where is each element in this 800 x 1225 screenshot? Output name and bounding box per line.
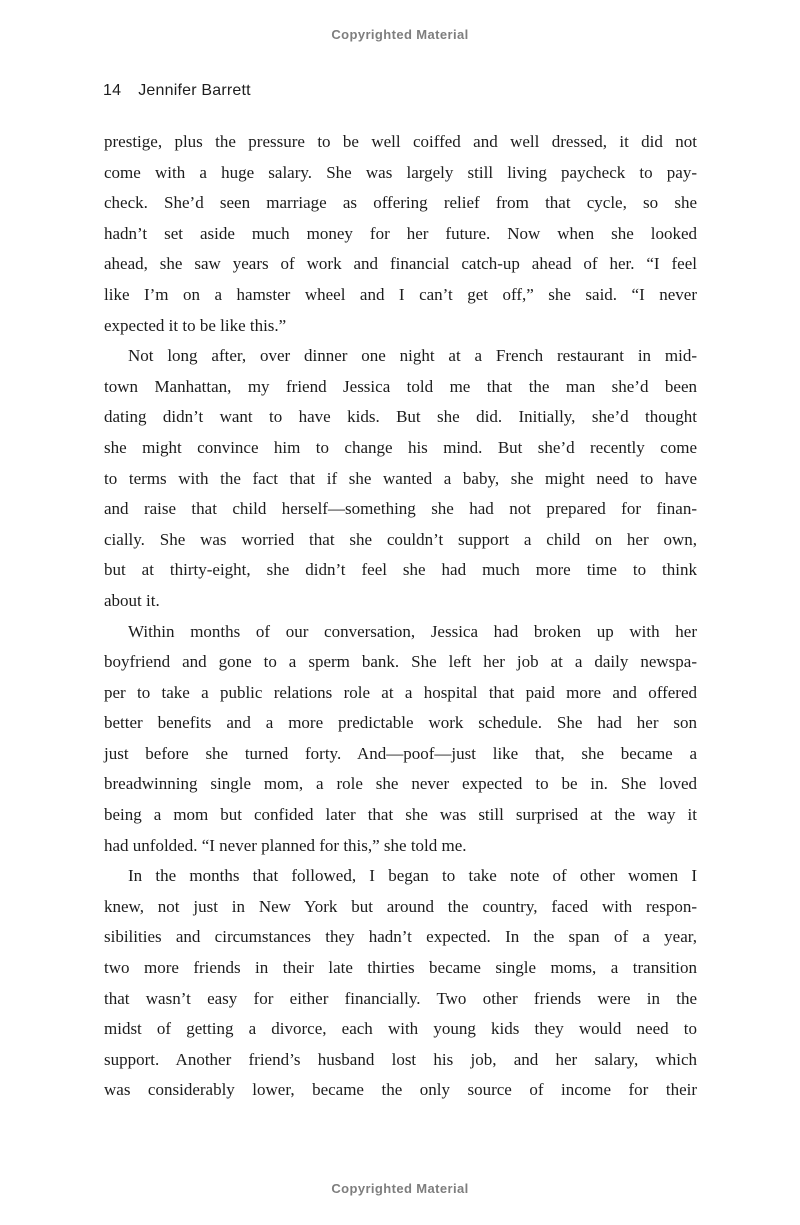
text-line: come with a huge salary. She was largely still living paycheck to pay-: [104, 162, 697, 182]
text-line: was considerably lower, became the only source of income for their: [104, 1080, 697, 1100]
paragraph: [104, 617, 697, 862]
text-line: two more friends in their late thirties became single moms, a transition: [104, 958, 697, 978]
text-line: breadwinning single mom, a role she never expected to be in. She loved: [104, 774, 697, 794]
text-line: sibilities and circumstances they hadn’t expected. In the span of a year,: [104, 927, 697, 947]
text-line: had unfolded. “I never planned for this,” she told me.: [104, 835, 467, 855]
text-line: being a mom but confided later that she was still surprised at the way it: [104, 805, 697, 825]
paragraph: [104, 341, 697, 616]
text-line: dating didn’t want to have kids. But she did. Initially, she’d thought: [104, 407, 697, 427]
paragraph: [104, 861, 697, 1106]
text-line: but at thirty-eight, she didn’t feel she had much more time to think: [104, 560, 697, 580]
page-number: 14: [103, 82, 122, 99]
paragraph: [104, 127, 697, 341]
text-line: about it.: [104, 590, 160, 610]
page-body: [104, 127, 697, 1106]
text-line: she might convince him to change his mind. But she’d recently come: [104, 437, 697, 457]
text-line: In the months that followed, I began to take note of other women I: [128, 866, 697, 886]
text-line: Within months of our conversation, Jessica had broken up with her: [128, 621, 697, 641]
running-header: [103, 82, 251, 100]
text-line: prestige, plus the pressure to be well coiffed and well dressed, it did not: [104, 132, 697, 151]
text-line: to terms with the fact that if she wanted a baby, she might need to have: [104, 468, 697, 488]
text-line: ahead, she saw years of work and financial catch-up ahead of her. “I feel: [104, 254, 697, 274]
text-line: and raise that child herself—something she had not prepared for finan-: [104, 499, 697, 519]
text-line: cially. She was worried that she couldn’t support a child on her own,: [104, 529, 697, 549]
text-line: town Manhattan, my friend Jessica told me that the man she’d been: [104, 376, 697, 396]
text-line: better benefits and a more predictable work schedule. She had her son: [104, 713, 697, 733]
text-line: per to take a public relations role at a hospital that paid more and offered: [104, 682, 697, 702]
text-line: just before she turned forty. And—poof—just like that, she became a: [104, 743, 697, 763]
text-line: hadn’t set aside much money for her future. Now when she looked: [104, 223, 697, 243]
text-line: check. She’d seen marriage as offering relief from that cycle, so she: [104, 193, 697, 213]
copyright-notice-top: Copyrighted Material: [331, 27, 469, 42]
text-line: like I’m on a hamster wheel and I can’t get off,” she said. “I never: [104, 284, 697, 304]
author-name: Jennifer Barrett: [138, 82, 251, 99]
text-line: knew, not just in New York but around the country, faced with respon-: [104, 896, 697, 916]
text-line: midst of getting a divorce, each with young kids they would need to: [104, 1019, 697, 1039]
text-line: support. Another friend’s husband lost his job, and her salary, which: [104, 1049, 697, 1069]
text-line: Not long after, over dinner one night at a French restaurant in mid-: [128, 346, 697, 366]
text-line: boyfriend and gone to a sperm bank. She left her job at a daily newspa-: [104, 652, 697, 672]
copyright-notice-bottom: Copyrighted Material: [331, 1181, 469, 1196]
text-line: expected it to be like this.”: [104, 315, 287, 335]
text-line: that wasn’t easy for either financially. Two other friends were in the: [104, 988, 697, 1008]
